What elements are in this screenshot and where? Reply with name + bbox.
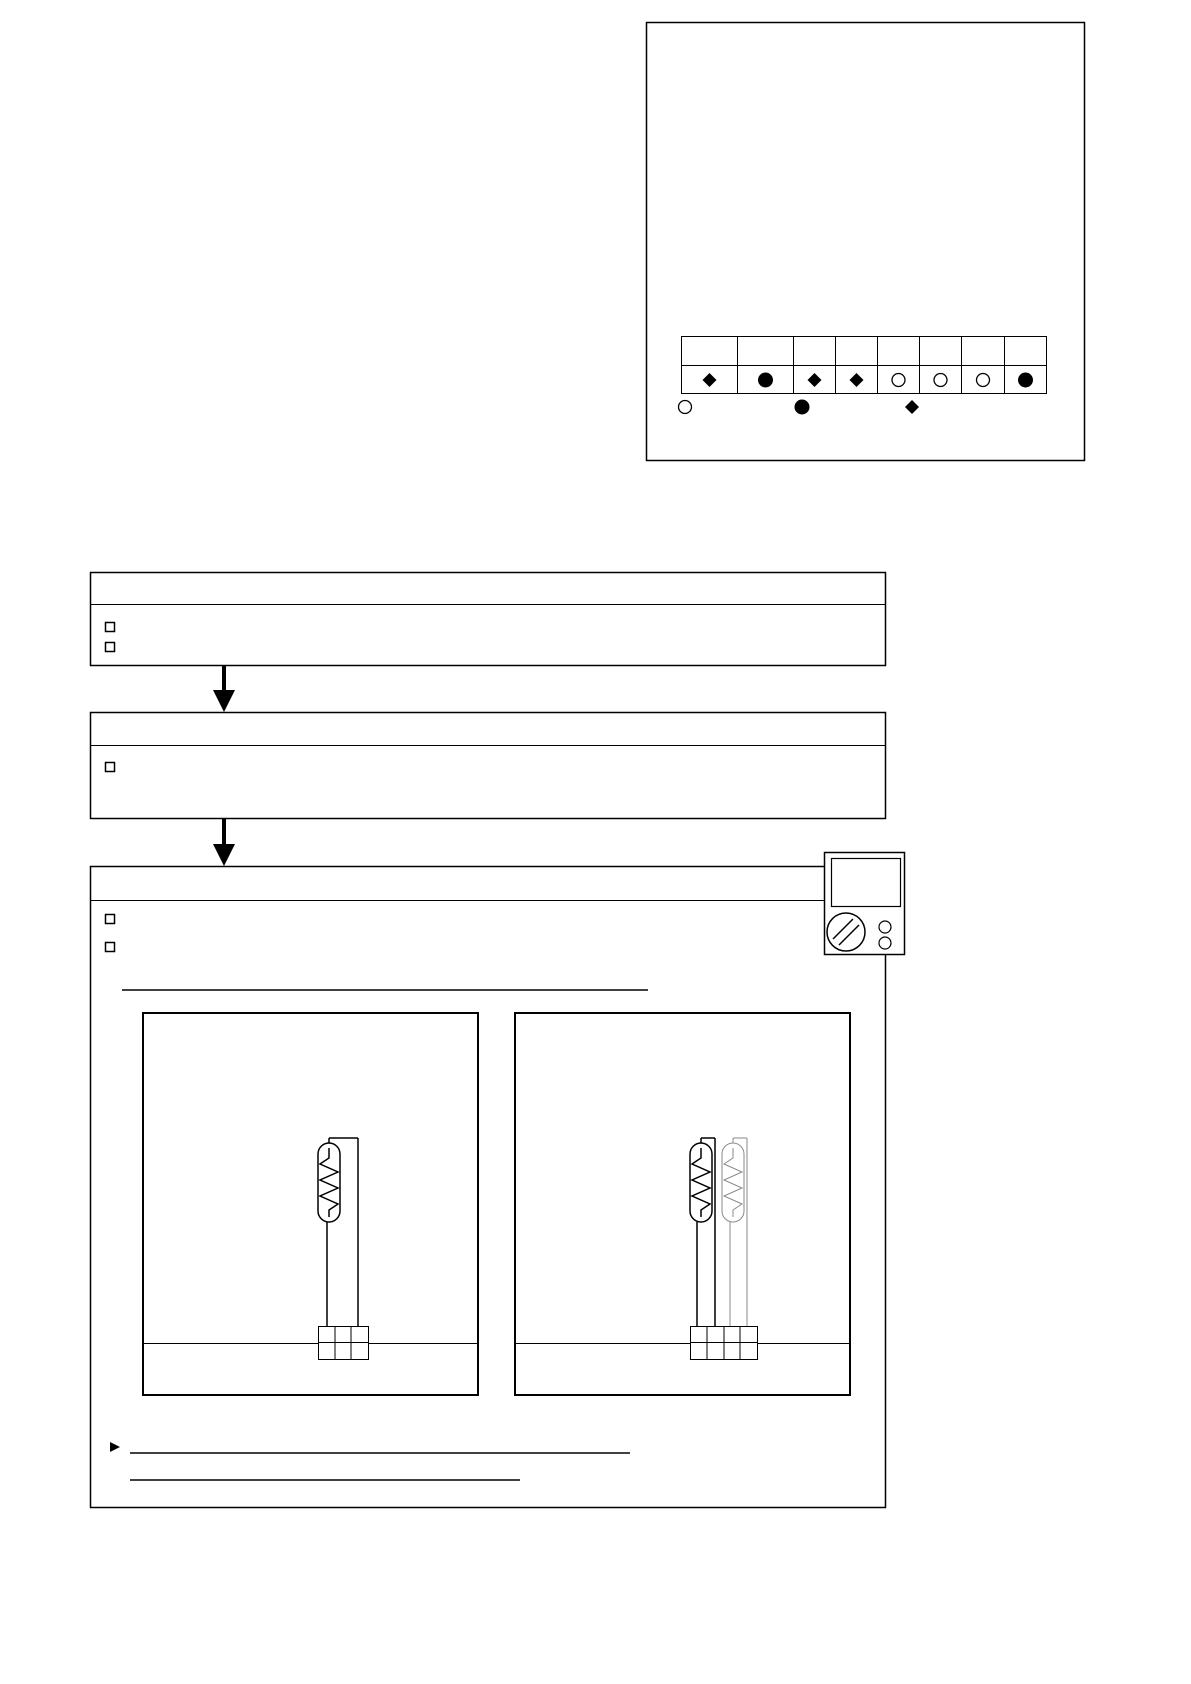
resistor-zigzag-icon [320,1148,338,1217]
step-1-frame [91,573,886,666]
table-header-cell [878,337,920,366]
flow-arrow-2 [213,819,235,866]
wiring-panel-left-frame [143,1013,478,1395]
open-circle-icon [934,374,947,387]
multimeter-body [825,853,905,955]
arrow-down-icon [213,844,235,866]
step-2-checklist [106,763,115,772]
step-2-frame [91,713,886,819]
table-symbol-cell [920,366,962,394]
step-3-frame [91,867,886,1508]
table-symbol-cell [878,366,920,394]
resistor-zigzag-icon [692,1148,710,1217]
triangle-bullet-icon [110,1442,120,1452]
table-header-cell [682,337,738,366]
diamond-icon [850,373,864,387]
checkbox-icon [106,763,115,772]
diamond-icon [808,373,822,387]
table-header-cell [836,337,878,366]
indicator-table [682,337,1047,394]
open-circle-icon [892,374,905,387]
filled-circle-icon [795,400,810,415]
resistor-zigzag-icon [724,1148,742,1217]
step-3-checklist [106,915,115,952]
wiring-panel-right [515,1013,850,1395]
connector-icon [690,1326,758,1360]
checkbox-icon [106,943,115,952]
step-3-box [90,853,905,1508]
wiring-panel-right-frame [515,1013,850,1395]
filled-circle-icon [1018,373,1033,388]
table-header-cell [920,337,962,366]
open-circle-icon [977,374,990,387]
step-1-box [90,573,886,666]
open-circle-icon [679,401,692,414]
arrow-down-icon [213,690,235,712]
sensor-element-icon [318,1138,358,1326]
filled-circle-icon [758,373,773,388]
wiring-panel-left [143,1013,478,1395]
note [110,1442,630,1480]
checkbox-icon [106,643,115,652]
step-2-box [90,713,886,819]
step-1-checklist [106,623,115,652]
table-header-cell [962,337,1005,366]
sensor-element-icon [690,1138,715,1326]
table-header-cell [1005,337,1047,366]
connector-icon [318,1326,369,1360]
diamond-icon [703,373,717,387]
table-header-cell [738,337,794,366]
multimeter-icon [825,853,905,955]
table-symbol-cell [962,366,1005,394]
indicator-panel [647,23,1085,461]
secondary-sensor-element-icon [722,1138,747,1326]
checkbox-icon [106,623,115,632]
diamond-icon [905,400,919,414]
checkbox-icon [106,915,115,924]
symbol-legend [679,400,920,415]
flow-arrow-1 [213,666,235,712]
indicator-panel-frame [647,23,1085,461]
table-header-cell [794,337,836,366]
